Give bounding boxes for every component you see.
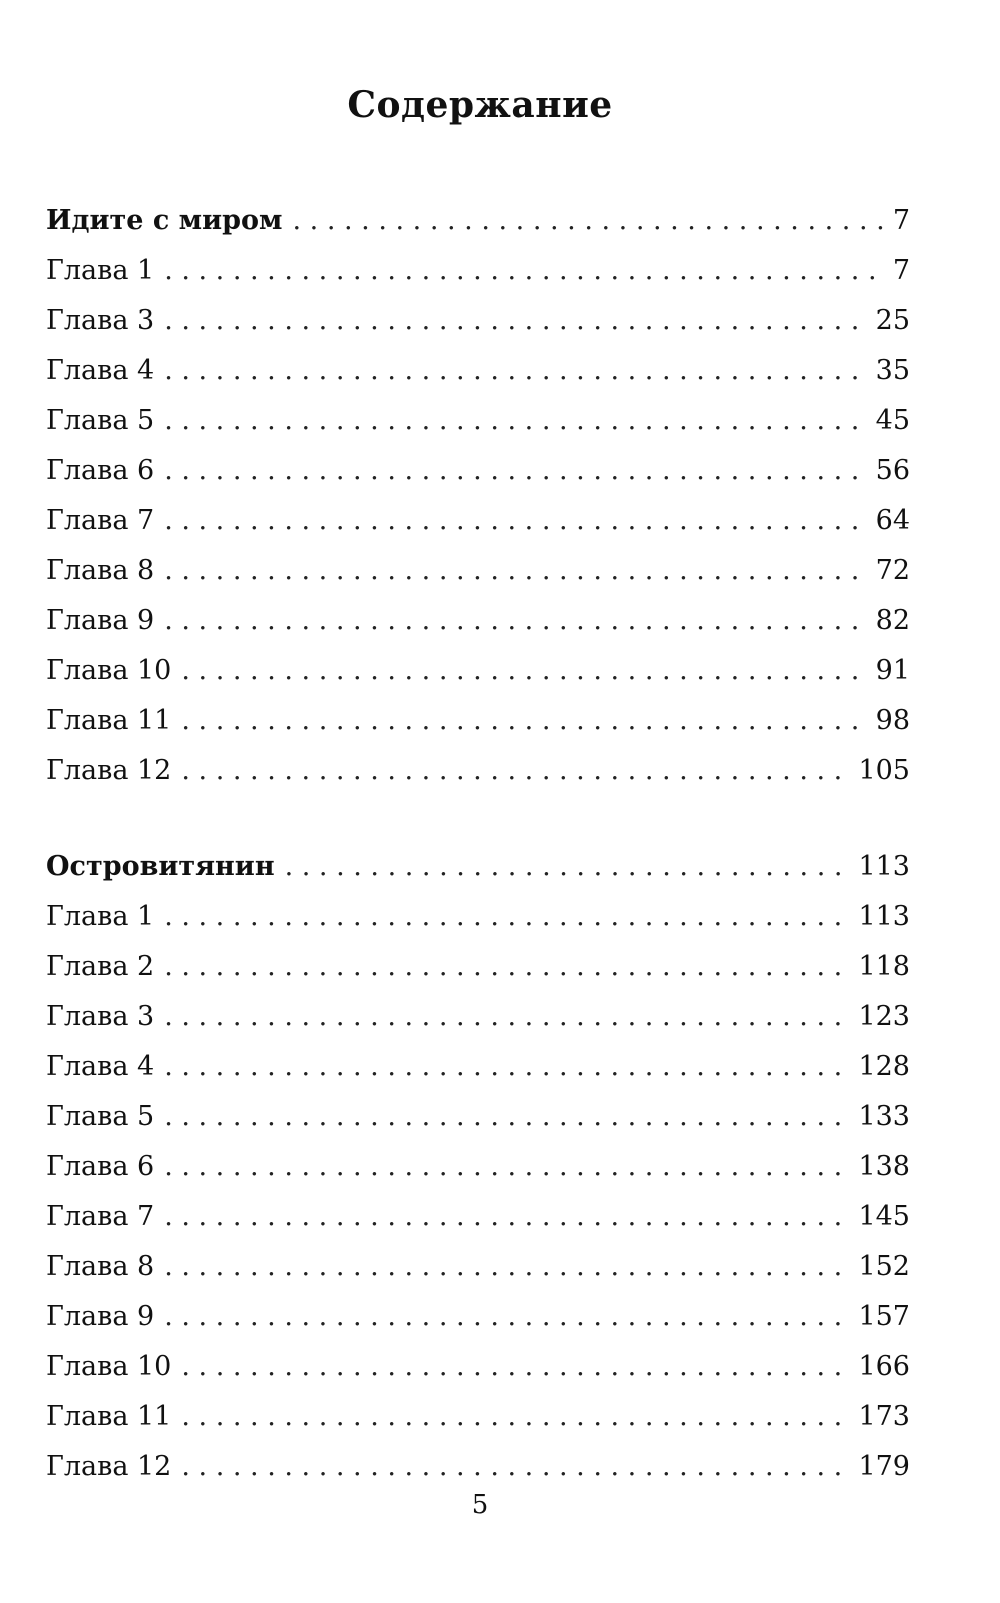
toc-entry[interactable]	[46, 646, 910, 696]
toc-page-number: 128	[858, 1051, 910, 1082]
toc-page-number: 98	[875, 705, 910, 736]
toc-entry[interactable]	[46, 296, 910, 346]
toc-entry[interactable]	[46, 496, 910, 546]
dot-leader	[164, 1042, 852, 1092]
page-number: 5	[471, 1490, 489, 1520]
dot-leader	[164, 496, 869, 546]
toc-entry[interactable]	[46, 396, 910, 446]
dot-leader	[164, 1092, 852, 1142]
toc-page-number: 113	[858, 851, 910, 882]
toc-entry[interactable]	[46, 246, 910, 296]
toc-section-heading[interactable]	[46, 196, 910, 246]
toc-entry-label: Глава 3	[46, 1001, 155, 1032]
toc-page-number: 72	[875, 555, 910, 586]
toc-entry[interactable]	[46, 1242, 910, 1292]
table-of-contents	[46, 196, 910, 1492]
toc-page-number: 113	[858, 901, 910, 932]
toc-entry[interactable]	[46, 892, 910, 942]
dot-leader	[164, 346, 869, 396]
toc-page-number: 64	[875, 505, 910, 536]
toc-entry[interactable]	[46, 596, 910, 646]
toc-section-title: Идите с миром	[46, 205, 283, 236]
toc-page-number: 166	[858, 1351, 910, 1382]
dot-leader	[164, 546, 869, 596]
toc-page-number: 45	[875, 405, 910, 436]
toc-entry-label: Глава 6	[46, 1151, 155, 1182]
toc-entry-label: Глава 1	[46, 901, 155, 932]
toc-page-number: 56	[875, 455, 910, 486]
toc-entry[interactable]	[46, 1142, 910, 1192]
toc-entry[interactable]	[46, 346, 910, 396]
dot-leader	[181, 696, 869, 746]
toc-entry[interactable]	[46, 1192, 910, 1242]
dot-leader	[164, 246, 887, 296]
toc-entry-label: Глава 7	[46, 505, 155, 536]
toc-entry-label: Глава 11	[46, 1401, 172, 1432]
toc-page-number: 133	[858, 1101, 910, 1132]
toc-page-number: 118	[858, 951, 910, 982]
toc-section-title: Островитянин	[46, 851, 275, 882]
toc-page-number: 105	[858, 755, 910, 786]
dot-leader	[164, 892, 852, 942]
toc-entry-label: Глава 6	[46, 455, 155, 486]
dot-leader	[164, 396, 869, 446]
toc-page-number: 145	[858, 1201, 910, 1232]
toc-entry-label: Глава 8	[46, 555, 155, 586]
toc-page-number: 138	[858, 1151, 910, 1182]
toc-entry-label: Глава 5	[46, 1101, 155, 1132]
toc-entry[interactable]	[46, 696, 910, 746]
page-title: Содержание	[347, 84, 613, 126]
toc-page-number: 152	[858, 1251, 910, 1282]
toc-entry-label: Глава 2	[46, 951, 155, 982]
dot-leader	[164, 296, 869, 346]
toc-entry[interactable]	[46, 992, 910, 1042]
toc-page-number: 25	[875, 305, 910, 336]
toc-entry-label: Глава 10	[46, 655, 172, 686]
dot-leader	[181, 1392, 852, 1442]
toc-section-1	[46, 196, 910, 796]
dot-leader	[164, 942, 852, 992]
toc-entry[interactable]	[46, 942, 910, 992]
dot-leader	[181, 746, 852, 796]
toc-entry[interactable]	[46, 446, 910, 496]
toc-entry-label: Глава 9	[46, 1301, 155, 1332]
dot-leader	[164, 596, 869, 646]
toc-entry[interactable]	[46, 1092, 910, 1142]
toc-entry-label: Глава 11	[46, 705, 172, 736]
toc-page-number: 82	[875, 605, 910, 636]
dot-leader	[181, 646, 869, 696]
toc-entry-label: Глава 9	[46, 605, 155, 636]
dot-leader	[164, 992, 852, 1042]
dot-leader	[164, 1142, 852, 1192]
toc-section-heading[interactable]	[46, 842, 910, 892]
dot-leader	[285, 842, 853, 892]
toc-entry-label: Глава 4	[46, 1051, 155, 1082]
toc-entry-label: Глава 12	[46, 1451, 172, 1482]
dot-leader	[164, 1292, 852, 1342]
toc-entry[interactable]	[46, 1042, 910, 1092]
toc-entry-label: Глава 5	[46, 405, 155, 436]
dot-leader	[164, 446, 869, 496]
toc-entry-label: Глава 1	[46, 255, 155, 286]
toc-entry[interactable]	[46, 546, 910, 596]
toc-page-number: 7	[892, 255, 910, 286]
toc-page-number: 7	[892, 205, 910, 236]
toc-entry-label: Глава 10	[46, 1351, 172, 1382]
toc-entry[interactable]	[46, 746, 910, 796]
toc-page-number: 91	[875, 655, 910, 686]
toc-page-number: 179	[858, 1451, 910, 1482]
toc-section-2	[46, 842, 910, 1492]
toc-entry-label: Глава 8	[46, 1251, 155, 1282]
toc-entry[interactable]	[46, 1342, 910, 1392]
toc-entry[interactable]	[46, 1392, 910, 1442]
toc-entry-label: Глава 3	[46, 305, 155, 336]
toc-page-number: 123	[858, 1001, 910, 1032]
toc-page-number: 157	[858, 1301, 910, 1332]
toc-page-number: 35	[875, 355, 910, 386]
dot-leader	[293, 196, 887, 246]
dot-leader	[164, 1242, 852, 1292]
dot-leader	[164, 1192, 852, 1242]
toc-page-number: 173	[858, 1401, 910, 1432]
dot-leader	[181, 1442, 852, 1492]
dot-leader	[181, 1342, 852, 1392]
toc-entry-label: Глава 12	[46, 755, 172, 786]
toc-entry[interactable]	[46, 1442, 910, 1492]
toc-entry[interactable]	[46, 1292, 910, 1342]
toc-entry-label: Глава 4	[46, 355, 155, 386]
toc-entry-label: Глава 7	[46, 1201, 155, 1232]
